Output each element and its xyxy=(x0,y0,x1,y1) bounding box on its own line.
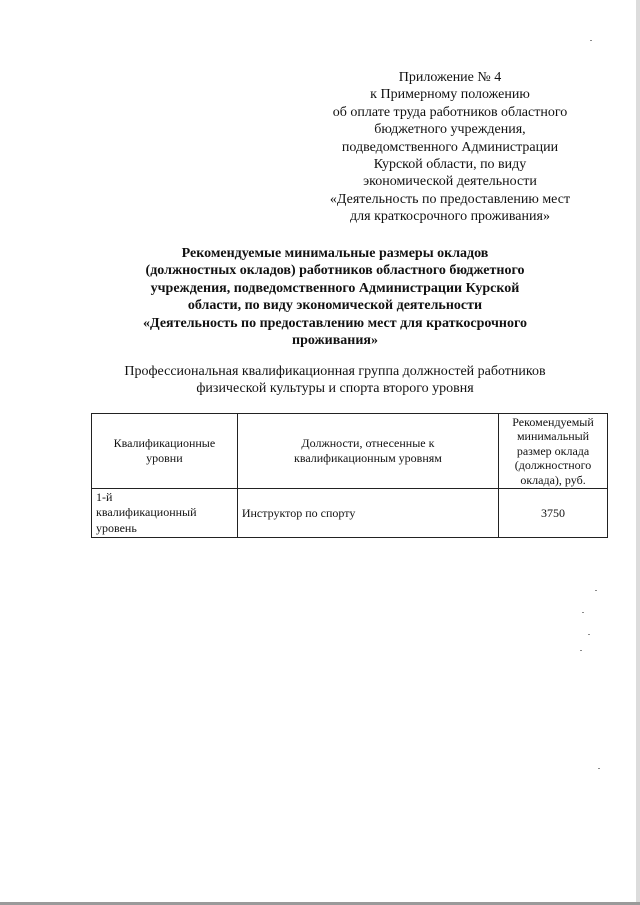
title-line: Рекомендуемые минимальные размеры окладов xyxy=(181,246,489,261)
header-qualification-levels xyxy=(92,414,238,489)
scan-speck xyxy=(598,768,600,769)
appendix-line: подведомственного Администрации xyxy=(341,139,559,155)
title-line: «Деятельность по предоставлению мест для краткосрочного xyxy=(143,315,527,331)
header-line: уровни xyxy=(146,451,183,465)
cell-salary: 3750 xyxy=(499,489,608,538)
scan-speck xyxy=(580,650,582,651)
salary-table xyxy=(91,413,608,538)
table-header-row xyxy=(92,414,608,489)
header-line: квалификационным уровням xyxy=(293,451,442,465)
subtitle-line: Профессиональная квалификационная группа должностей работников xyxy=(124,364,546,379)
appendix-line: экономической деятельности xyxy=(363,174,537,190)
header-line: Должности, отнесенные к xyxy=(301,436,435,451)
document-title xyxy=(80,245,590,349)
scan-speck xyxy=(588,634,590,635)
cell-qualification-level xyxy=(92,489,238,538)
appendix-line: «Деятельность по предоставлению мест xyxy=(329,191,571,207)
appendix-line: об оплате труда работников областного xyxy=(332,104,568,120)
appendix-line: для краткосрочного проживания» xyxy=(350,209,550,225)
cell-position: Инструктор по спорту xyxy=(237,489,498,538)
header-line: размер оклада xyxy=(516,443,590,458)
page-edge-shadow xyxy=(636,0,640,905)
table-row xyxy=(92,489,608,538)
level-line: уровень xyxy=(96,520,137,535)
scan-speck xyxy=(590,40,592,41)
header-line: Рекомендуемый xyxy=(512,414,594,429)
appendix-line: к Примерному положению xyxy=(370,87,530,103)
header-line: (должностного xyxy=(514,458,592,473)
scan-speck xyxy=(582,612,584,613)
header-line: оклада), руб. xyxy=(520,472,586,487)
appendix-line: Курской области, по виду xyxy=(373,157,527,173)
level-line: 1-й xyxy=(96,489,113,504)
scan-speck xyxy=(595,590,597,591)
header-line: Квалификационные xyxy=(113,436,216,451)
subtitle-line: физической культуры и спорта второго уровня xyxy=(196,381,474,397)
group-subtitle xyxy=(60,363,610,398)
level-line: квалификационный xyxy=(96,505,197,520)
title-line: проживания» xyxy=(292,333,378,349)
title-line: (должностных окладов) работников областного бюджетного xyxy=(145,263,525,279)
appendix-line: Приложение № 4 xyxy=(398,70,502,85)
appendix-line: бюджетного учреждения, xyxy=(374,122,526,138)
appendix-block xyxy=(300,69,600,226)
title-line: области, по виду экономической деятельности xyxy=(187,298,483,314)
header-positions xyxy=(237,414,498,489)
header-recommended-salary xyxy=(499,414,608,489)
title-line: учреждения, подведомственного Администрации Курской xyxy=(150,280,520,296)
header-line: минимальный xyxy=(516,429,590,444)
